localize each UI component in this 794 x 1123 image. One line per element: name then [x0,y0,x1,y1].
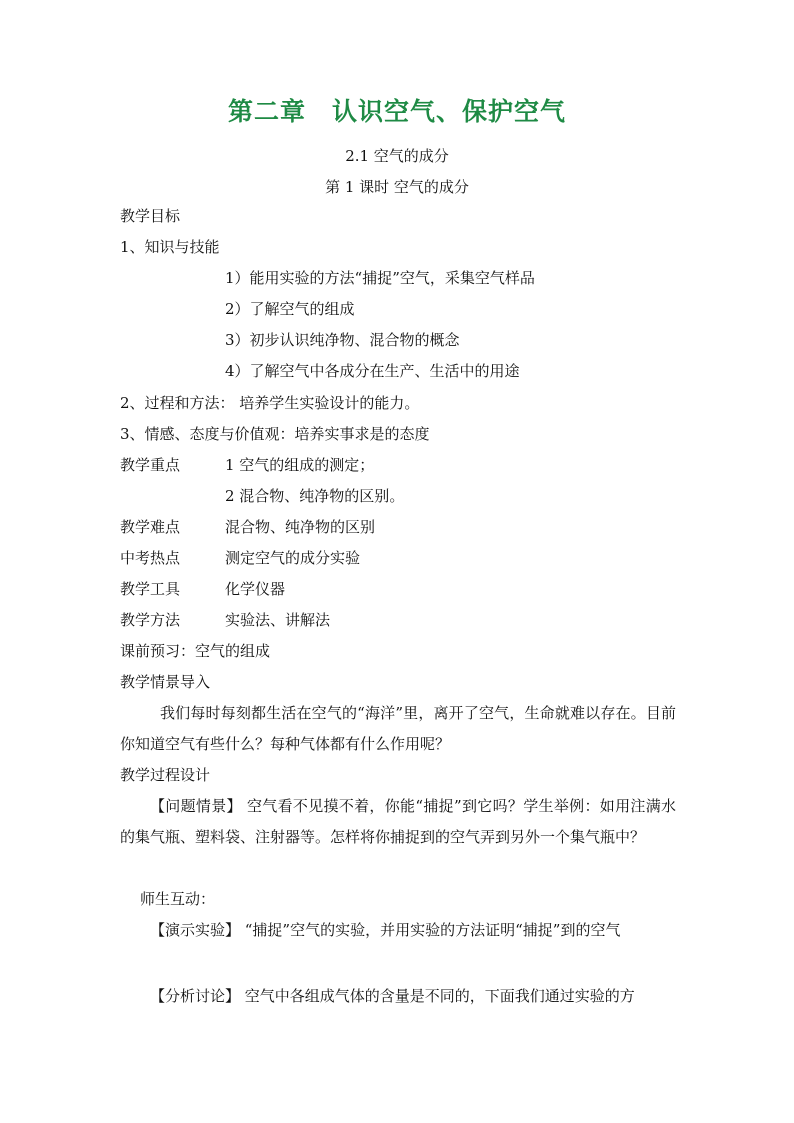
knowledge-item: 2）了解空气的组成 [225,300,355,318]
difficulty-value: 混合物、纯净物的区别 [225,518,376,536]
section-title: 2.1 空气的成分 [345,147,449,165]
difficulty-label: 教学难点 [120,518,181,536]
methods-value: 实验法、讲解法 [225,611,331,629]
process-method: 2、过程和方法： 培养学生实验设计的能力。 [120,394,420,412]
demo-paragraph: 【演示实验】 “捕捉”空气的实验，并用实验的方法证明“捕捉”到的空气 [150,921,621,939]
problem-paragraph: 【问题情景】 空气看不见摸不着，你能“捕捉”到它吗？学生举例：如用注满水的集气瓶、塑料袋、注射器等。怎样将你捕捉到的空气弄到另外一个集气瓶中？ [120,797,676,846]
knowledge-item: 1）能用实验的方法“捕捉”空气，采集空气样品 [225,269,535,287]
knowledge-item: 4）了解空气中各成分在生产、生活中的用途 [225,362,520,380]
exam-focus-label: 中考热点 [120,549,181,567]
key-point-item: 2 混合物、纯净物的区别。 [225,487,405,505]
knowledge-item: 3）初步认识纯净物、混合物的概念 [225,331,460,349]
process-design-heading: 教学过程设计 [120,766,211,784]
key-points-label: 教学重点 [120,456,181,474]
key-point-item: 1 空气的组成的测定； [225,456,375,474]
tools-label: 教学工具 [120,580,181,598]
chapter-title: 第二章 认识空气、保护空气 [227,97,566,126]
intro-heading: 教学情景导入 [120,673,211,691]
lesson-title: 第 1 课时 空气的成分 [325,178,469,196]
emotion-attitude: 3、情感、态度与价值观：培养实事求是的态度 [120,425,430,443]
knowledge-heading: 1、知识与技能 [120,238,220,256]
methods-label: 教学方法 [120,611,181,629]
tools-value: 化学仪器 [225,580,286,598]
objectives-heading: 教学目标 [120,207,181,225]
discussion-paragraph: 【分析讨论】 空气中各组成气体的含量是不同的，下面我们通过实验的方 [150,987,635,1005]
exam-focus-value: 测定空气的成分实验 [225,549,361,567]
interaction-label: 师生互动： [140,890,216,908]
preview: 课前预习：空气的组成 [120,642,271,660]
intro-paragraph: 我们每时每刻都生活在空气的“海洋”里，离开了空气，生命就难以存在。目前你知道空气有些什么？每种气体都有什么作用呢？ [120,704,676,753]
